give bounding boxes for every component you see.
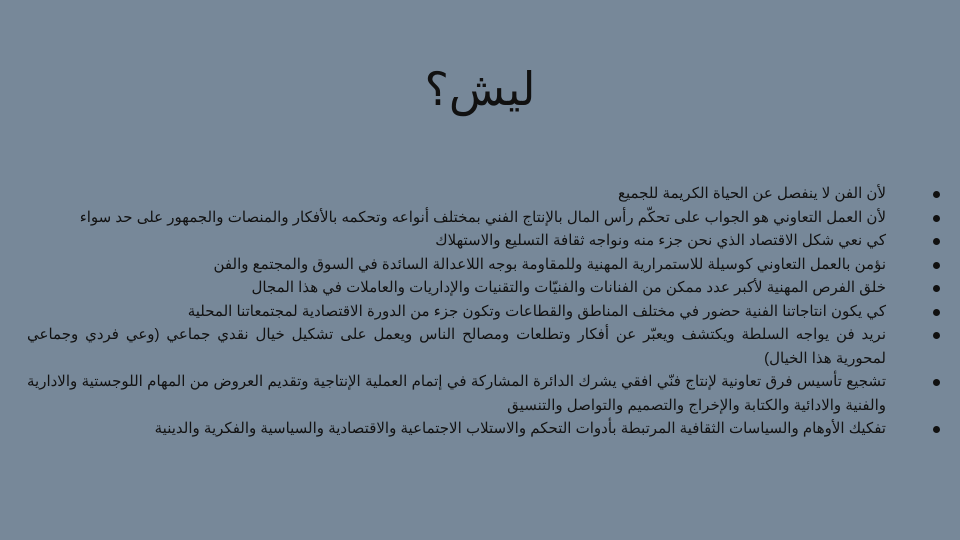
bullet-list <box>27 182 944 441</box>
bullet-item <box>27 300 944 324</box>
bullet-text: كي يكون انتاجاتنا الفنية حضور في مختلف المناطق والقطاعات وتكون جزء من الدورة الاقتصادية لمجتمعاتنا المحلية <box>187 302 886 320</box>
bullet-item <box>27 182 944 206</box>
bullet-item <box>27 323 944 370</box>
bullet-text: لأن العمل التعاوني هو الجواب على تحكّم رأس المال بالإنتاج الفني بمختلف أنواعه وتحكمه بالأفكار والمنصات والجمهور على حد سواء <box>79 208 886 226</box>
bullet-item <box>27 206 944 230</box>
bullet-item <box>27 253 944 277</box>
bullet-item <box>27 417 944 441</box>
bullet-text: كي نعي شكل الاقتصاد الذي نحن جزء منه ونواجه ثقافة التسليع والاستهلاك <box>435 232 886 249</box>
bullet-item <box>27 370 944 417</box>
bullet-text: نريد فن يواجه السلطة ويكتشف ويعبّر عن أفكار وتطلعات ومصالح الناس ويعمل على تشكيل خيال نقدي جماعي (وعي فردي وجماعي لمحورية هذا الخيال) <box>27 326 886 367</box>
bullet-text: تفكيك الأوهام والسياسات الثقافية المرتبطة بأدوات التحكم والاستلاب الاجتماعية والاقتصادية والسياسية والفكرية والدينية <box>154 420 886 437</box>
bullet-text: خلق الفرص المهنية لأكبر عدد ممكن من الفنانات والفنيّات والتقنيات والإداريات والعاملات في هذا المجال <box>251 279 886 296</box>
slide-title: ليش؟ <box>424 64 536 115</box>
bullet-item <box>27 229 944 253</box>
bullet-text: نؤمن بالعمل التعاوني كوسيلة للاستمرارية المهنية وللمقاومة بوجه اللاعدالة السائدة في السوق والمجتمع والفن <box>213 255 886 273</box>
bullet-text: لأن الفن لا ينفصل عن الحياة الكريمة للجميع <box>617 185 886 202</box>
bullet-text: تشجيع تأسيس فرق تعاونية لإنتاج فنّي افقي يشرك الدائرة المشاركة في إتمام العملية الإنتاجية وتقديم العروض من المهام اللوجستية والادارية والفنية والادائية والكتابة والإخراج والتصميم والتواصل والتنسيق <box>27 373 886 414</box>
bullet-item <box>27 276 944 300</box>
